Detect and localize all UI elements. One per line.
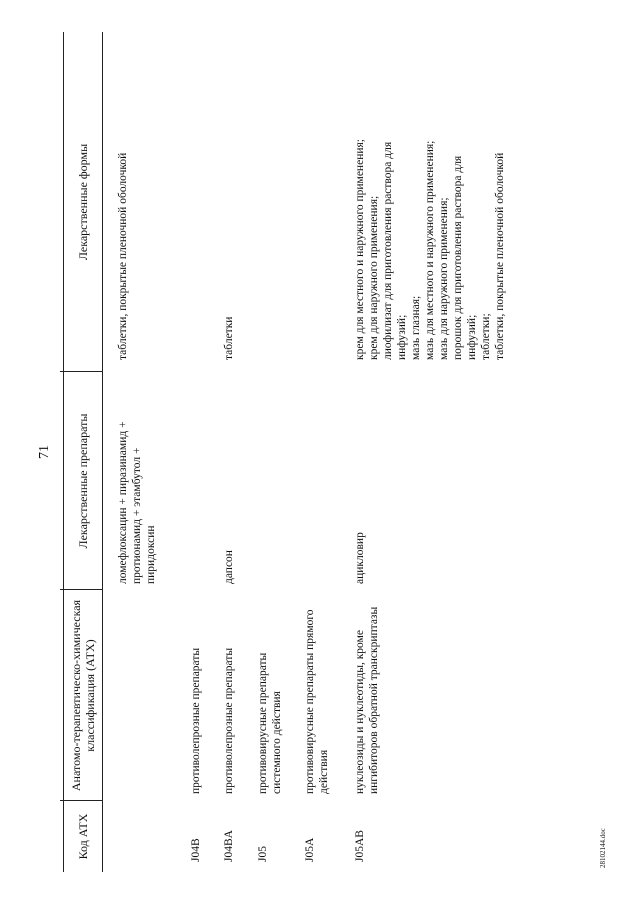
table-cell-forms bbox=[222, 40, 236, 360]
table-cell-classification: противовирусные препараты системного действия bbox=[257, 652, 283, 794]
table-cell-classification: противолепрозные препараты bbox=[190, 647, 202, 794]
table-cell-classification: противовирусные препараты прямого действия bbox=[304, 609, 330, 794]
rotated-table-area bbox=[60, 32, 595, 872]
form-item: мазь глазная; bbox=[410, 295, 422, 360]
table-cell-forms bbox=[353, 135, 507, 360]
header-drugs-text: Лекарственные препараты bbox=[76, 413, 90, 549]
header-classification-text: Анатомо-терапевтическо-химическая классификация (АТХ) bbox=[69, 599, 97, 792]
table-cell-code: J05AB bbox=[354, 830, 366, 862]
form-item: таблетки bbox=[223, 316, 235, 360]
form-item: мазь для наружного применения; bbox=[438, 197, 450, 360]
header-forms bbox=[64, 32, 102, 372]
drug-table bbox=[60, 32, 595, 872]
table-cell-code: J04B bbox=[190, 838, 202, 862]
page-number-text: 71 bbox=[37, 445, 52, 459]
table-cell-classification: нуклеозиды и нуклеотиды, кроме ингибиторов обратной транскриптазы bbox=[354, 606, 380, 794]
form-item: таблетки, покрытые пленочной оболочкой bbox=[117, 152, 129, 360]
form-item: таблетки; bbox=[480, 313, 492, 360]
form-item: мазь для местного и наружного применения; bbox=[424, 140, 436, 360]
header-drugs bbox=[64, 372, 102, 590]
form-item: крем для наружного применения; bbox=[368, 195, 380, 360]
header-classification bbox=[64, 590, 102, 801]
table-cell-code: J04BA bbox=[223, 830, 235, 862]
header-bottom-border bbox=[102, 32, 103, 872]
header-forms-text: Лекарственные формы bbox=[76, 143, 90, 261]
table-cell-drug: ломефлоксацин + пиразинамид + протионамид + этамбутол + пиридоксин bbox=[117, 421, 157, 584]
header-code bbox=[64, 801, 102, 872]
table-cell-classification: противолепрозные препараты bbox=[223, 647, 235, 794]
table-cell-code: J05 bbox=[257, 846, 269, 862]
form-item: лиофилизат для приготовления раствора для инфузий; bbox=[382, 141, 408, 360]
header-code-text: Код АТХ bbox=[76, 813, 90, 860]
table-cell-forms bbox=[116, 40, 130, 360]
form-item: таблетки, покрытые пленочной оболочкой bbox=[494, 152, 506, 360]
table-cell-drug: ацикловир bbox=[354, 532, 366, 584]
table-cell-drug: дапсон bbox=[223, 550, 235, 584]
form-item: порошок для приготовления раствора для инфузий; bbox=[452, 155, 478, 360]
footer-filename-text: 28102144.doc bbox=[599, 828, 607, 868]
form-item: крем для местного и наружного применения; bbox=[354, 139, 366, 360]
table-cell-code: J05A bbox=[304, 837, 316, 862]
